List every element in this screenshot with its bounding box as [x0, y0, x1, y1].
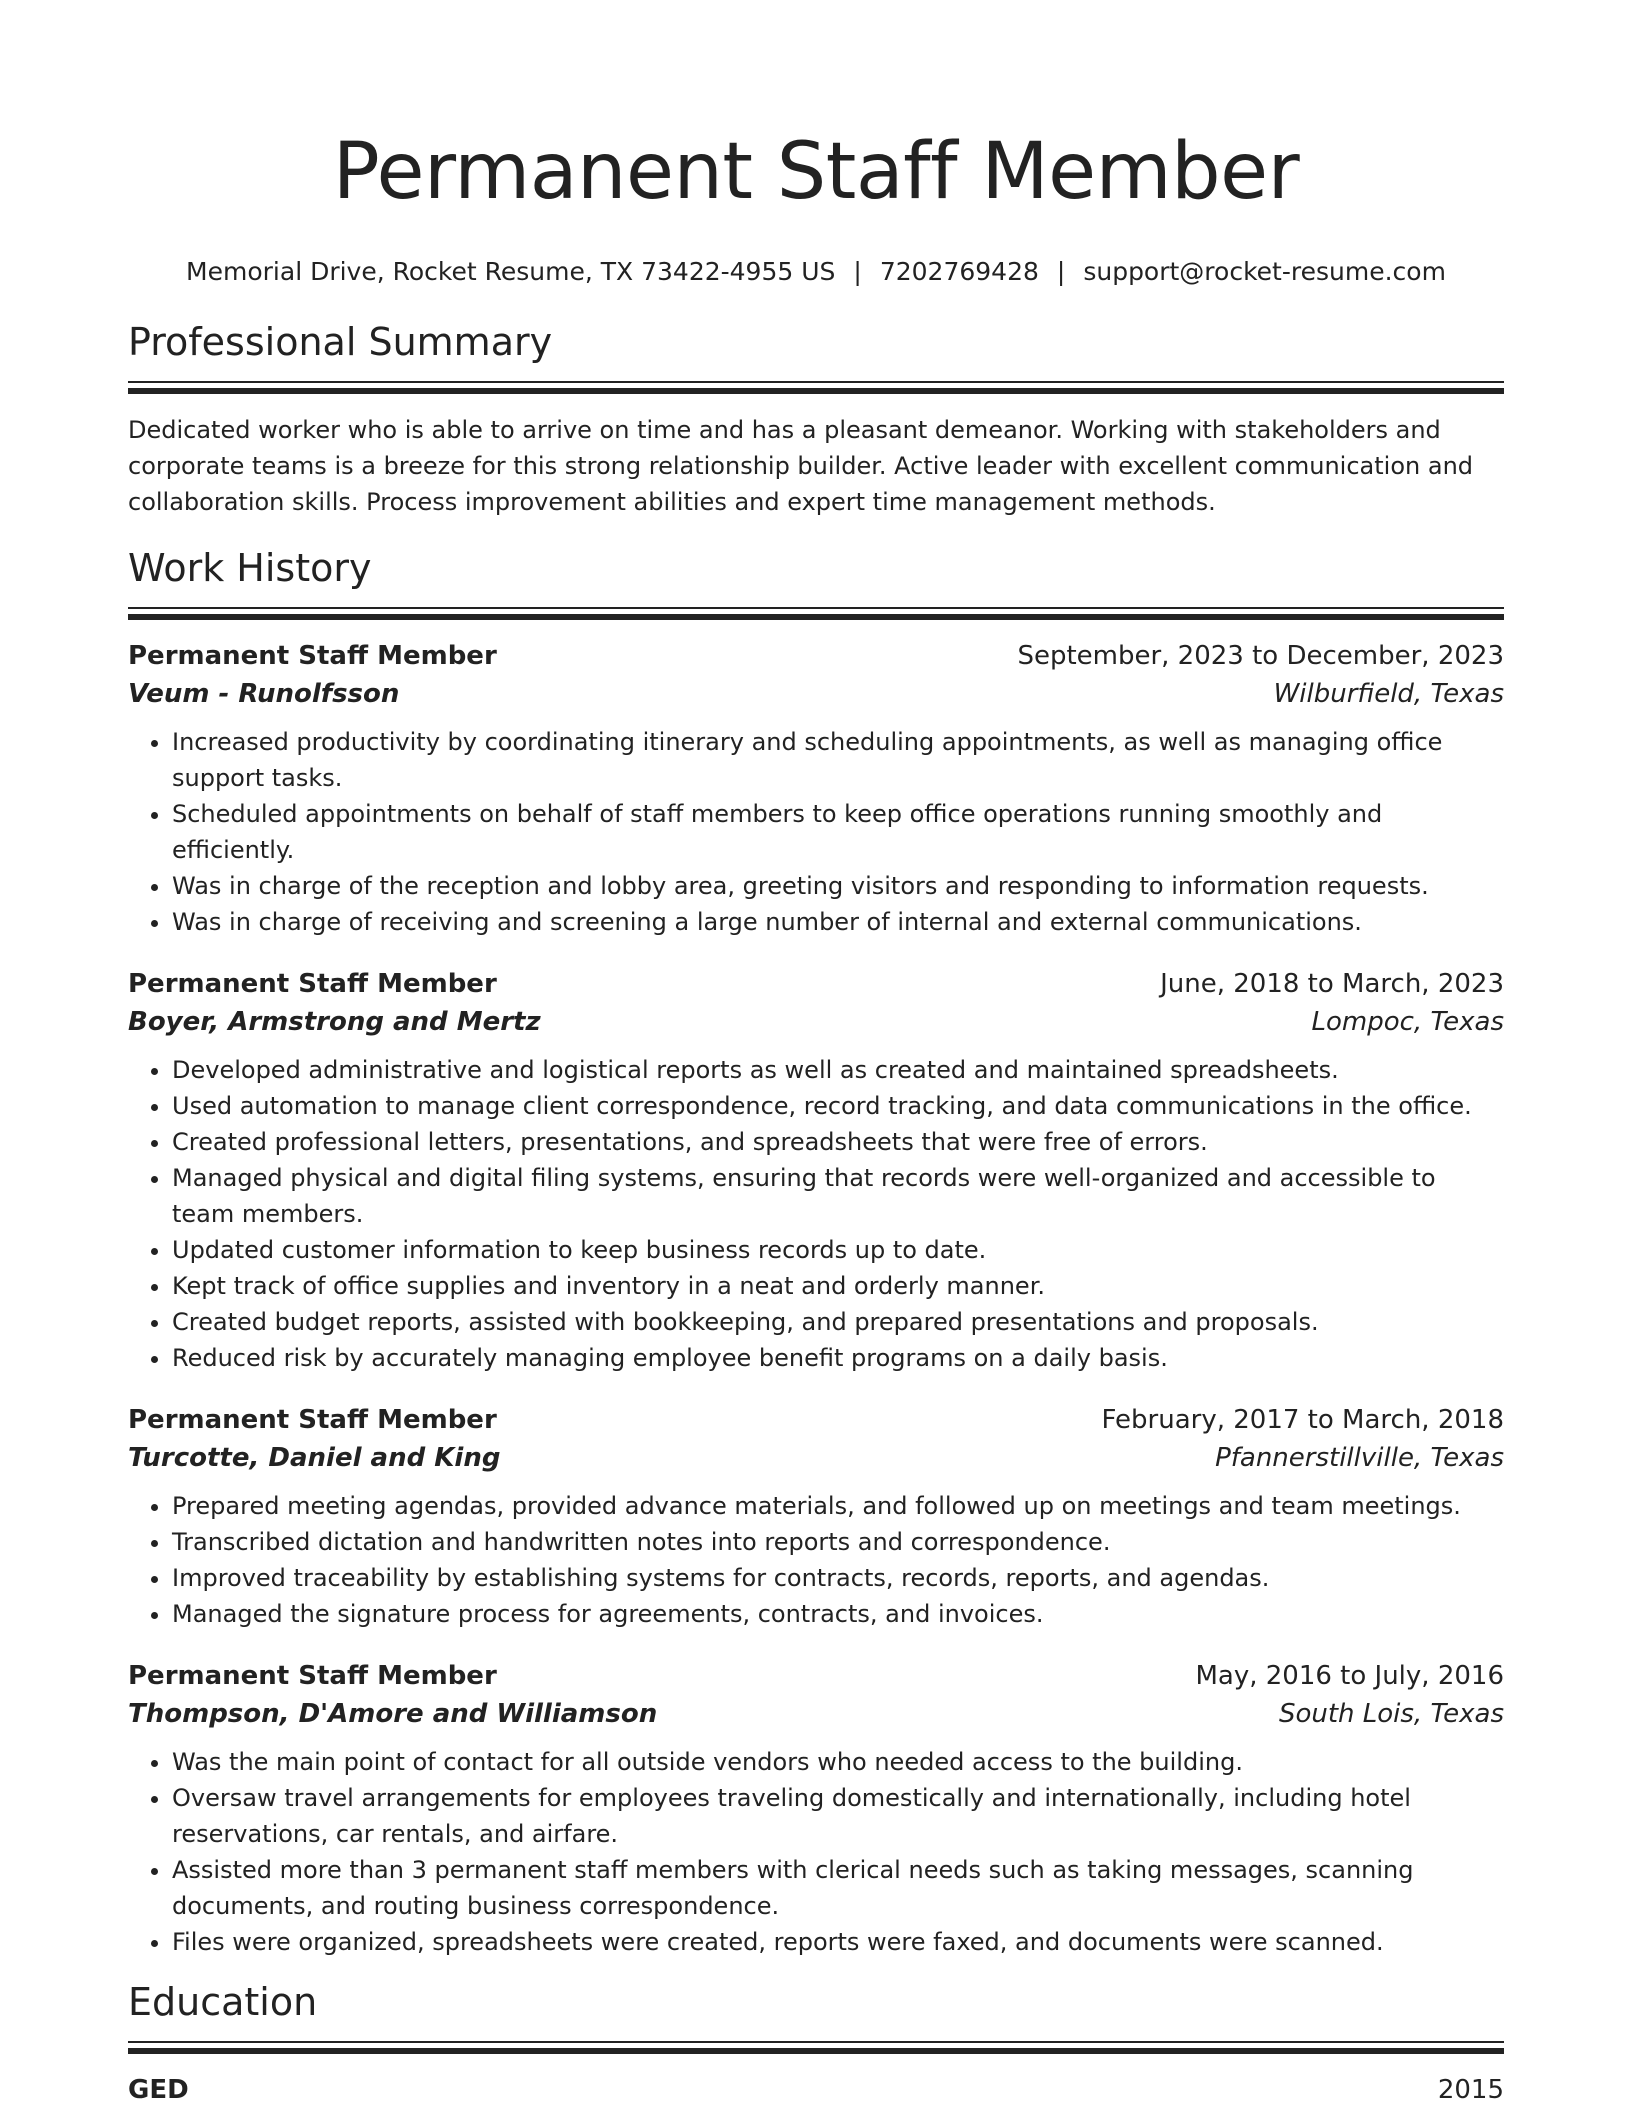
job-bullet: • Created professional letters, presentations, and spreadsheets that were free of errors.: [172, 1124, 1504, 1160]
section-divider: [128, 607, 1504, 620]
job-bullet: • Kept track of office supplies and inventory in a neat and orderly manner.: [172, 1268, 1504, 1304]
job-bullet: • Developed administrative and logistical reports as well as created and maintained spreadsheets.: [172, 1052, 1504, 1088]
job-bullet: • Updated customer information to keep business records up to date.: [172, 1232, 1504, 1268]
job-bullet: • Increased productivity by coordinating itinerary and scheduling appointments, as well as managing office support tasks.: [172, 724, 1504, 796]
contact-phone: 7202769428: [879, 257, 1039, 286]
job-bullet: • Prepared meeting agendas, provided advance materials, and followed up on meetings and team meetings.: [172, 1488, 1504, 1524]
work-history-section: [128, 544, 1504, 1960]
job-bullet: • Created budget reports, assisted with bookkeeping, and prepared presentations and proposals.: [172, 1304, 1504, 1340]
job-subheader: [128, 1438, 1504, 1478]
job-bullet: • Managed the signature process for agreements, contracts, and invoices.: [172, 1596, 1504, 1632]
job-employer: Boyer, Armstrong and Mertz: [128, 1007, 541, 1037]
section-title-work-history: Work History: [128, 546, 372, 590]
education-list: [128, 2072, 1504, 2108]
job-entry: [128, 1658, 1504, 1960]
section-title-summary: Professional Summary: [128, 320, 553, 364]
job-bullet: • Assisted more than 3 permanent staff members with clerical needs such as taking messages, scanning documents, and routing business correspondence.: [172, 1852, 1504, 1924]
job-list: [128, 638, 1504, 1960]
job-dates: June, 2018 to March, 2023: [1160, 969, 1504, 999]
job-location: Wilburfield, Texas: [1273, 679, 1504, 709]
job-bullet: • Was the main point of contact for all outside vendors who needed access to the building.: [172, 1744, 1504, 1780]
job-employer: Veum - Runolfsson: [128, 679, 400, 709]
job-bullet: • Used automation to manage client correspondence, record tracking, and data communications in the office.: [172, 1088, 1504, 1124]
job-bullet: • Reduced risk by accurately managing employee benefit programs on a daily basis.: [172, 1340, 1504, 1376]
job-employer: Thompson, D'Amore and Williamson: [128, 1699, 658, 1729]
contact-separator: |: [1056, 257, 1066, 286]
section-divider: [128, 2041, 1504, 2054]
contact-separator: |: [853, 257, 862, 286]
job-entry: [128, 638, 1504, 940]
job-entry: [128, 1402, 1504, 1632]
job-subheader: [128, 1002, 1504, 1042]
contact-address: Memorial Drive, Rocket Resume, TX 73422-4955 US: [186, 257, 836, 286]
job-location: South Lois, Texas: [1278, 1699, 1504, 1729]
education-year: 2015: [1437, 2075, 1504, 2105]
education-entry: [128, 2072, 1504, 2108]
job-bullet: • Transcribed dictation and handwritten notes into reports and correspondence.: [172, 1524, 1504, 1560]
job-bullets: [128, 724, 1504, 940]
job-subheader: [128, 1694, 1504, 1734]
education-section: [128, 1978, 1504, 2108]
section-title-education: Education: [128, 1980, 318, 2024]
contact-email: support@rocket-resume.com: [1083, 257, 1446, 286]
job-location: Lompoc, Texas: [1311, 1007, 1504, 1037]
job-header: [128, 966, 1504, 1002]
job-title: Permanent Staff Member: [128, 1661, 497, 1691]
job-dates: September, 2023 to December, 2023: [1017, 641, 1504, 671]
job-bullet: • Was in charge of receiving and screening a large number of internal and external communications.: [172, 904, 1504, 940]
job-bullet: • Files were organized, spreadsheets were created, reports were faxed, and documents were scanned.: [172, 1924, 1504, 1960]
job-bullet: • Managed physical and digital filing systems, ensuring that records were well-organized and accessible to team members.: [172, 1160, 1504, 1232]
job-bullet: • Was in charge of the reception and lobby area, greeting visitors and responding to information requests.: [172, 868, 1504, 904]
job-employer: Turcotte, Daniel and King: [128, 1443, 501, 1473]
job-bullets: [128, 1744, 1504, 1960]
job-header: [128, 1402, 1504, 1438]
job-header: [128, 1658, 1504, 1694]
job-dates: February, 2017 to March, 2018: [1101, 1405, 1504, 1435]
job-header: [128, 638, 1504, 674]
summary-text: Dedicated worker who is able to arrive on time and has a pleasant demeanor. Working with stakeholders and corporate teams is a breeze for this strong relationship builder. Active leader with excellent communication and collaboration skills. Process improvement abilities and expert time management methods.: [128, 416, 1474, 516]
job-dates: May, 2016 to July, 2016: [1195, 1661, 1504, 1691]
job-bullet: • Scheduled appointments on behalf of staff members to keep office operations running smoothly and efficiently.: [172, 796, 1504, 868]
job-title: Permanent Staff Member: [128, 1405, 497, 1435]
resume-name: Permanent Staff Member: [332, 127, 1300, 217]
contact-line: [128, 256, 1504, 288]
job-title: Permanent Staff Member: [128, 641, 497, 671]
job-bullets: [128, 1052, 1504, 1376]
job-entry: [128, 966, 1504, 1376]
job-subheader: [128, 674, 1504, 714]
education-degree: GED: [128, 2075, 189, 2105]
section-divider: [128, 381, 1504, 394]
job-bullet: • Oversaw travel arrangements for employees traveling domestically and internationally, including hotel reservations, car rentals, and airfare.: [172, 1780, 1504, 1852]
job-location: Pfannerstillville, Texas: [1215, 1443, 1504, 1473]
job-bullets: [128, 1488, 1504, 1632]
job-bullet: • Improved traceability by establishing systems for contracts, records, reports, and agendas.: [172, 1560, 1504, 1596]
job-title: Permanent Staff Member: [128, 969, 497, 999]
summary-section: [128, 318, 1504, 520]
